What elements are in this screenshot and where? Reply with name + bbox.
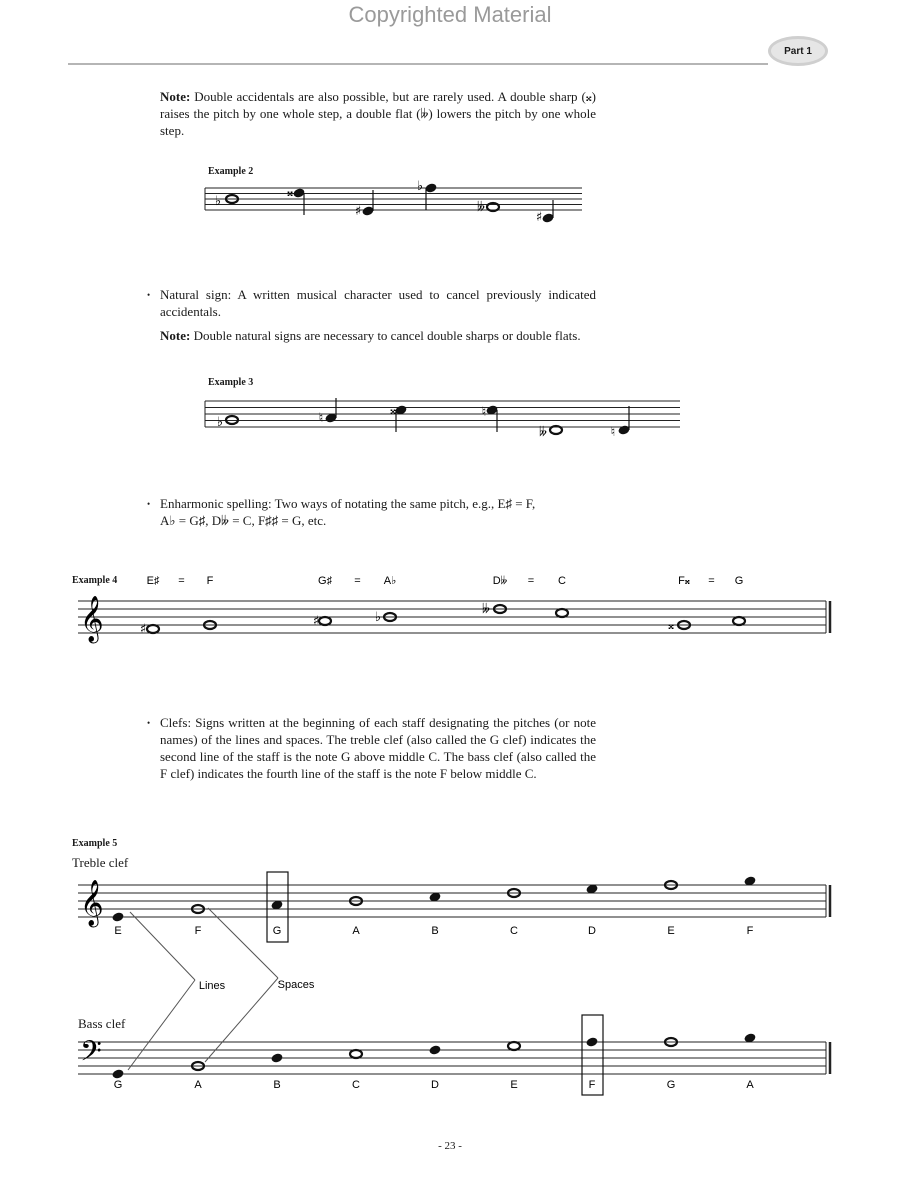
accidental: ♮ [610,425,616,440]
treble-note-name: E [667,925,675,937]
accidental: 𝄪 [390,403,396,418]
bullet: • [147,290,151,300]
whole-note [319,617,331,625]
accidental: 𝄫 [539,425,547,440]
page-number: - 23 - [438,1140,462,1152]
treble-clef-label: Treble clef [72,855,129,870]
note-labels [114,575,755,1091]
treble-note-name: F [746,925,754,937]
whole-note [733,617,745,625]
bass-note-name: D [431,1079,439,1091]
note-label: Note: [160,89,191,104]
accidental: ♮ [481,405,487,420]
bass-note-name: G [666,1079,676,1091]
treble-clef-icon: 𝄞 [80,596,104,642]
accidental: ♮ [318,411,324,426]
equals-sign: = [708,575,715,587]
enharmonic-left-label: E♯ [146,575,160,587]
callout-line [130,912,195,980]
bass-note-name: B [273,1079,281,1091]
treble-note-name: D [588,925,596,937]
note-head [111,911,124,922]
treble-note-name: F [194,925,202,937]
accidental: ♯ [354,204,362,219]
enharmonic-right-label: C [558,575,566,587]
watermark: Copyrighted Material [348,2,552,27]
lines-callout: Lines [198,980,226,992]
spaces-callout: Spaces [277,979,315,991]
whole-note [556,609,568,617]
notes [80,179,757,1095]
treble-clef-icon: 𝄞 [80,880,104,926]
note-head [585,1036,598,1047]
whole-note [508,1042,520,1050]
note-head [270,1052,283,1063]
bass-note-name: A [194,1079,202,1091]
enharmonic-right-label: F [206,575,214,587]
note-label: Note: [160,328,191,343]
accidental: ♭ [374,610,382,625]
example-2-label: Example 2 [208,166,254,177]
note-head [428,1044,441,1055]
accidental: ♯ [535,210,543,225]
enharmonic-line-2: A♭ = G♯, D𝄫 = C, F♯♯ = G, etc. [160,513,327,528]
accidental: ♭ [216,415,224,430]
bullet: • [147,499,151,509]
example-4-label: Example 4 [72,575,118,586]
example-3-label: Example 3 [208,377,254,388]
bullet: • [147,718,151,728]
enharmonic-right-label: A♭ [383,575,397,587]
bass-clef-icon: 𝄢 [80,1035,102,1075]
accidental: ♭ [214,194,222,209]
accidental: ♯ [139,622,147,637]
staves [78,188,830,1074]
enharmonic-line-1: Enharmonic spelling: Two ways of notating the same pitch, e.g., E♯ = F, [160,496,536,511]
treble-note-name: E [114,925,122,937]
note-text: Double accidentals are also possible, but are rarely used. A double sharp (𝄪) raises the pitch by one whole step, a double flat (𝄫) lowers the pitch by one whole step. [160,89,597,138]
part-badge: Part 1 [768,36,828,66]
callout-line [128,980,195,1070]
accidental: ♭ [416,179,424,194]
example-5-label: Example 5 [72,838,118,849]
treble-note-name: G [272,925,282,937]
enharmonic-left-label: F𝄪 [678,575,690,587]
treble-note-name: B [431,925,439,937]
bass-note-name: F [588,1079,596,1091]
bass-note-name: A [746,1079,754,1091]
accidental: 𝄫 [477,200,485,215]
note-head [111,1068,124,1079]
accidental: 𝄪 [287,185,293,200]
enharmonic-left-label: G♯ [317,575,333,587]
treble-note-name: A [352,925,360,937]
accidental: ♯ [312,614,320,629]
equals-sign: = [178,575,185,587]
enharmonic-right-label: G [734,575,744,587]
note-text: Double natural signs are necessary to cancel double sharps or double flats. [193,328,581,343]
clefs-text: Clefs: Signs written at the beginning of each staff designating the pitches (or note names) of the lines and spaces. The treble clef (also called the G clef) indicates the second line of the staff is the note G above middle C. The bass clef (also called the F clef) indicates the fourth line of the staff is the note F below middle C. [160,715,596,781]
equals-sign: = [527,575,535,587]
accidental: 𝄫 [482,602,490,617]
bass-note-name: G [113,1079,123,1091]
whole-note [147,625,159,633]
treble-note-name: C [510,925,518,937]
bass-clef-label: Bass clef [78,1016,126,1031]
bass-note-name: E [510,1079,518,1091]
accidental: 𝄪 [668,618,674,633]
enharmonic-left-label: D𝄫 [492,575,508,587]
whole-note [350,1050,362,1058]
natural-sign-text: Natural sign: A written musical character used to cancel previously indicated accidentals. [160,287,596,319]
equals-sign: = [354,575,361,587]
bass-note-name: C [352,1079,360,1091]
